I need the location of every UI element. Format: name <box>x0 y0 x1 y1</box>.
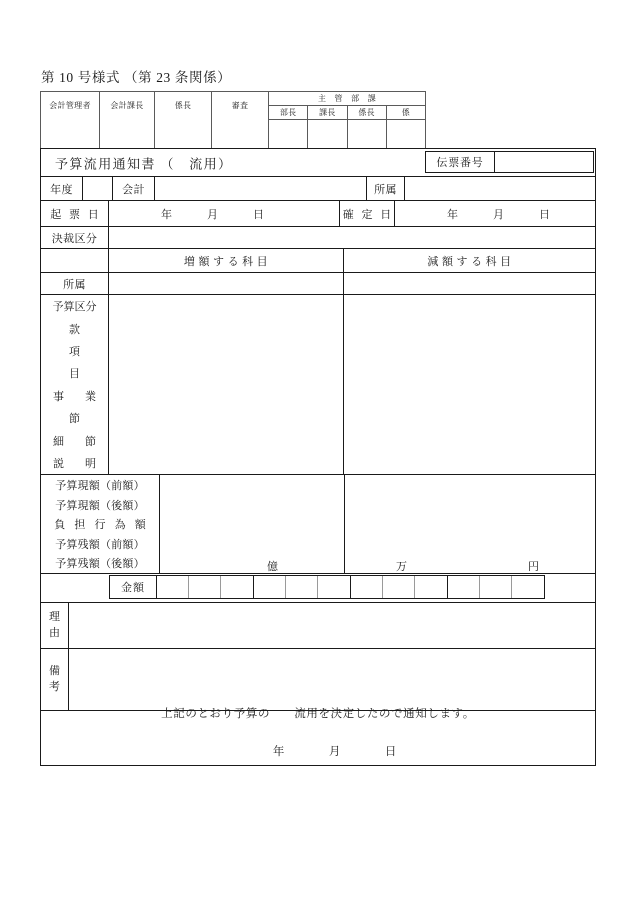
money-digit-cell[interactable] <box>415 576 447 598</box>
amount-label-genzai-before: 予算現額（前額） <box>55 479 145 492</box>
money-digit-group-2 <box>254 576 351 598</box>
money-digit-cell[interactable] <box>480 576 512 598</box>
account-input[interactable] <box>155 177 367 200</box>
affiliation-decrease-input[interactable] <box>344 273 595 294</box>
main-form-frame <box>40 148 596 574</box>
increase-column-header: 増 額 す る 科 目 <box>109 249 344 272</box>
column-header-spacer <box>41 249 109 272</box>
affiliation-increase-input[interactable] <box>109 273 344 294</box>
budget-item-label-jigyo: 事 業 <box>53 390 101 403</box>
voucher-number-input[interactable] <box>495 152 593 172</box>
stamp-col-accounting-chief: 会計課長 <box>100 92 155 120</box>
reason-label-char-1: 理 <box>49 610 60 623</box>
account-label: 会計 <box>113 177 155 200</box>
affiliation-row <box>41 273 595 295</box>
column-header-row <box>41 249 595 273</box>
form-number: 第 10 号様式 （第 23 条関係） <box>41 70 232 85</box>
budget-items-decrease-panel[interactable] <box>344 295 595 474</box>
stamp-col-section-chief: 係長 <box>155 92 212 120</box>
document-title: 予算流用通知書 （ 流用） <box>55 156 233 171</box>
fiscal-year-input[interactable] <box>83 177 113 200</box>
budget-item-label-setsu: 節 <box>69 413 83 426</box>
money-digit-cell[interactable] <box>318 576 350 598</box>
affiliation-header-label: 所属 <box>367 177 405 200</box>
money-section <box>40 558 596 602</box>
money-digit-cell[interactable] <box>157 576 189 598</box>
money-amount-label: 金額 <box>110 576 157 598</box>
stamp-box-accounting-chief[interactable] <box>100 120 155 149</box>
footer-row <box>41 708 595 765</box>
identity-row <box>41 177 595 201</box>
unit-man-label: 万 <box>396 561 407 573</box>
approval-stamp-table <box>40 91 426 149</box>
draft-date-input[interactable] <box>109 201 340 226</box>
fixed-date-month: 月 <box>493 208 505 221</box>
budget-items-label-stack <box>41 295 109 474</box>
stamp-col-kakaricho: 係長 <box>347 106 386 120</box>
stamp-col-bucho: 部長 <box>269 106 308 120</box>
affiliation-header-input[interactable] <box>405 177 595 200</box>
footer-year: 年 <box>272 746 285 758</box>
money-digit-group-4 <box>448 576 544 598</box>
amount-label-futan: 負 担 行 為 額 <box>54 519 149 532</box>
money-digit-cell[interactable] <box>189 576 221 598</box>
notes-label-char-1: 備 <box>49 664 60 677</box>
budget-item-label-kubun: 予算区分 <box>52 301 97 314</box>
title-row <box>41 149 595 177</box>
footer-statement-block <box>41 708 595 765</box>
stamp-box-section-chief[interactable] <box>155 120 212 149</box>
notes-label-char-2: 考 <box>49 680 60 693</box>
date-row <box>41 201 595 227</box>
money-digit-group-1 <box>157 576 254 598</box>
budget-item-label-moku: 目 <box>69 368 83 381</box>
notes-row <box>41 649 595 711</box>
stamp-col-review: 審査 <box>212 92 269 120</box>
budget-items-increase-panel[interactable] <box>109 295 344 474</box>
money-digit-group-3 <box>351 576 448 598</box>
voucher-number-label: 伝票番号 <box>426 152 495 172</box>
money-amount-box <box>109 575 545 599</box>
footer-day: 日 <box>384 746 397 758</box>
decrease-column-header: 減 額 す る 科 目 <box>427 255 512 268</box>
approval-class-row <box>41 227 595 249</box>
money-digit-cell[interactable] <box>448 576 480 598</box>
money-unit-markers <box>41 558 595 573</box>
money-digit-cell[interactable] <box>512 576 544 598</box>
stamp-box-kakaricho[interactable] <box>347 120 386 149</box>
stamp-col-accounting-manager: 会計管理者 <box>41 92 100 120</box>
draft-date-day: 日 <box>253 208 265 221</box>
stamp-signature-row <box>41 120 426 149</box>
amount-label-zangaku-after: 予算残額（後額） <box>55 558 145 571</box>
stamp-header-row <box>41 92 426 106</box>
draft-date-month: 月 <box>207 208 219 221</box>
unit-en-label: 円 <box>528 561 539 573</box>
money-digit-cell[interactable] <box>351 576 383 598</box>
budget-item-label-setsumei: 説 明 <box>53 457 101 470</box>
draft-date-year: 年 <box>161 208 173 221</box>
draft-date-label: 起 票 日 <box>41 201 109 226</box>
fixed-date-label: 確 定 日 <box>340 201 395 226</box>
stamp-box-accounting-manager[interactable] <box>41 120 100 149</box>
footer-month: 月 <box>328 746 341 758</box>
money-digit-cell[interactable] <box>254 576 286 598</box>
stamp-box-review[interactable] <box>212 120 269 149</box>
notes-input[interactable] <box>69 649 595 710</box>
reason-label-char-2: 由 <box>49 626 60 639</box>
approval-class-input[interactable] <box>109 227 595 248</box>
stamp-box-bucho[interactable] <box>269 120 308 149</box>
footer-date-line[interactable] <box>239 731 397 771</box>
budget-item-label-saisetsu: 細 節 <box>53 435 101 448</box>
stamp-col-kakari: 係 <box>386 106 425 120</box>
budget-item-label-ko: 項 <box>69 345 83 358</box>
fixed-date-input[interactable] <box>395 201 595 226</box>
reason-row <box>41 603 595 649</box>
affiliation-row-label: 所属 <box>41 273 109 294</box>
money-digit-cell[interactable] <box>383 576 415 598</box>
money-digit-cell[interactable] <box>221 576 253 598</box>
notes-label <box>41 649 69 710</box>
reason-input[interactable] <box>69 603 595 648</box>
money-digit-cell[interactable] <box>286 576 318 598</box>
budget-items-block <box>41 295 595 475</box>
fixed-date-year: 年 <box>447 208 459 221</box>
footer-statement: 上記のとおり予算の 流用を決定したので通知します。 <box>161 708 475 720</box>
stamp-col-kacho: 課長 <box>308 106 347 120</box>
reason-label <box>41 603 69 648</box>
budget-item-label-kan: 款 <box>69 323 83 336</box>
amount-label-genzai-after: 予算現額（後額） <box>55 499 145 512</box>
voucher-number-box <box>425 151 594 173</box>
unit-oku-label: 億 <box>267 561 278 573</box>
amount-label-zangaku-before: 予算残額（前額） <box>55 538 145 551</box>
stamp-group-header: 主 管 部 課 <box>269 92 426 106</box>
fixed-date-day: 日 <box>539 208 551 221</box>
tail-section <box>40 602 596 766</box>
stamp-box-kakari[interactable] <box>386 120 425 149</box>
stamp-box-kacho[interactable] <box>308 120 347 149</box>
approval-class-label: 決裁区分 <box>41 227 109 248</box>
fiscal-year-label: 年度 <box>41 177 83 200</box>
